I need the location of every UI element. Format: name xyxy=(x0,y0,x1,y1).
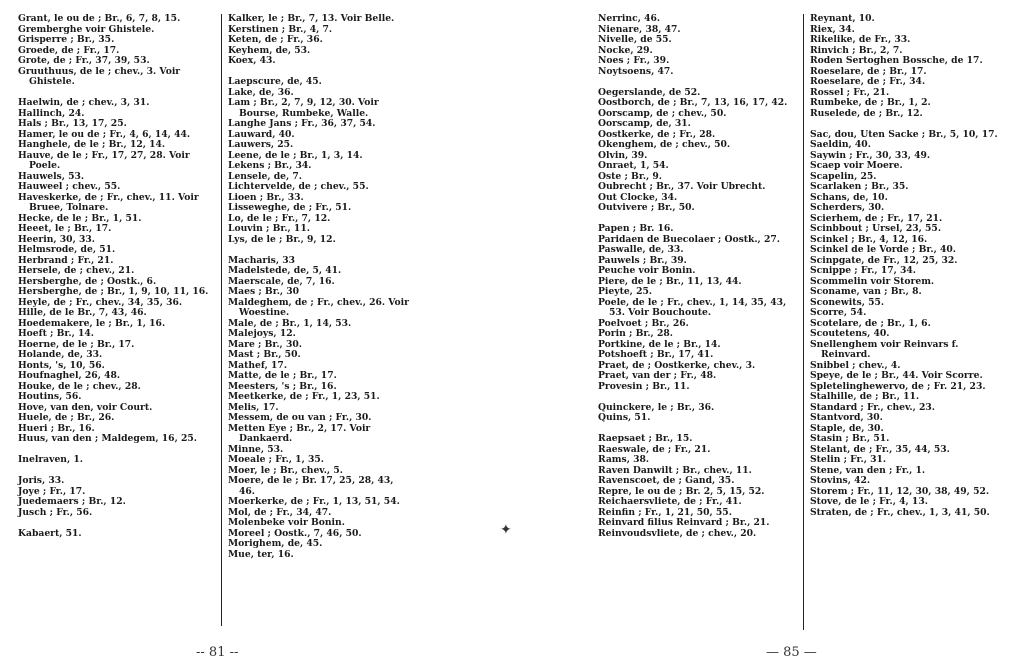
index-entry: Holande, de, 33. xyxy=(18,349,103,360)
index-entry: Rumbeke, de ; Br., 1, 2. xyxy=(810,97,931,108)
index-entry: Spletelinghewervo, de ; Fr. 21, 23. xyxy=(810,380,986,392)
index-entry: Lisseweghe, de ; Fr., 51. xyxy=(228,202,352,213)
index-entry: Sconame, van ; Br., 8. xyxy=(810,286,922,297)
index-entry: Scarlaken ; Br., 35. xyxy=(810,181,909,192)
index-entry: Lake, de, 36. xyxy=(228,86,294,98)
index-entry: Stalhille, de ; Br., 11. xyxy=(810,391,920,402)
index-entry: Jusch ; Fr., 56. xyxy=(18,506,93,518)
index-entry: Staple, de, 30. xyxy=(810,422,884,434)
index-entry: Lam ; Br., 2, 7, 9, 12, 30. Voir Bourse, Rumbeke, Walle. xyxy=(228,97,382,119)
index-entry: Molenbeke voir Bonin. xyxy=(228,517,345,528)
index-entry: Langhe Jans ; Fr., 36, 37, 54. xyxy=(228,118,376,129)
index-entry: Houfnaghel, 26, 48. xyxy=(18,370,121,381)
index-entry: Quins, 51. xyxy=(598,412,651,423)
index-entry: Scoutetens, 40. xyxy=(810,328,890,339)
index-entry: Grant, le ou de ; Br., 6, 7, 8, 15. xyxy=(18,13,181,24)
index-entry: Piere, de le ; Br., 11, 13, 44. xyxy=(598,275,742,287)
index-entry: Oste ; Br., 9. xyxy=(598,170,663,182)
index-entry: Roeselare, de ; Fr., 34. xyxy=(810,76,926,87)
index-entry: Meetkerke, de ; Fr., 1, 23, 51. xyxy=(228,391,380,402)
index-entry: Porin ; Br., 28. xyxy=(598,328,673,339)
index-entry: Raven Danwilt ; Br., chev., 11. xyxy=(598,464,752,476)
index-entry: Sac, dou, Uten Sacke ; Br., 5, 10, 17. xyxy=(810,128,998,140)
index-entry: Poelvoet ; Br., 26. xyxy=(598,317,689,329)
index-entry: Hauwels, 53. xyxy=(18,170,85,182)
index-entry: Reinvard filius Reinvard ; Br., 21. xyxy=(598,517,770,528)
index-entry: Louvin ; Br., 11. xyxy=(228,223,310,234)
index-entry: Paridaen de Buecolaer ; Oostk., 27. xyxy=(598,233,780,245)
index-entry: Lioen ; Br., 33. xyxy=(228,191,304,203)
index-entry: Scinkel ; Br., 4, 12, 16. xyxy=(810,233,928,245)
index-entry: Hille, de le Br., 7, 43, 46. xyxy=(18,307,147,318)
index-entry: Herbrand ; Fr., 21. xyxy=(18,254,114,266)
section-gap xyxy=(810,119,1010,130)
index-entry: Kabaert, 51. xyxy=(18,527,82,539)
index-entry: Pauwels ; Br., 39. xyxy=(598,254,687,266)
index-entry: Male, de ; Br., 1, 14, 53. xyxy=(228,317,352,329)
index-entry: Helmsrode, de, 51. xyxy=(18,244,116,255)
index-entry: Noes ; Fr., 39. xyxy=(598,55,670,66)
index-entry: Rams, 38. xyxy=(598,454,650,465)
index-entry: Matte, de le ; Br., 17. xyxy=(228,370,337,381)
section-gap xyxy=(598,392,793,403)
index-entry: Heyle, de ; Fr., chev., 34, 35, 36. xyxy=(18,296,183,308)
index-entry: Hoedemakere, le ; Br., 1, 16. xyxy=(18,317,166,329)
index-entry: Oostborch, de ; Br., 7, 13, 16, 17, 42. xyxy=(598,97,788,108)
index-entry: Moere, de le ; Br. 17, 25, 28, 43, 46. xyxy=(228,475,397,497)
index-entry: Hoerne, de le ; Br., 17. xyxy=(18,338,135,350)
index-entry: Lensele, de, 7. xyxy=(228,170,302,182)
index-entry: Maldeghem, de ; Fr., chev., 26. Voir Woestine. xyxy=(228,296,413,318)
index-entry: Metten Eye ; Br., 2, 17. Voir Dankaerd. xyxy=(228,422,374,444)
index-entry: Morighem, de, 45. xyxy=(228,538,323,549)
index-entry: Oorscamp, de ; chev., 50. xyxy=(598,107,727,119)
index-entry: Lekens ; Br., 34. xyxy=(228,160,312,171)
index-entry: Grisperre ; Br., 35. xyxy=(18,34,115,45)
right-page xyxy=(514,0,1024,664)
index-entry: Hove, van den, voir Court. xyxy=(18,401,153,413)
index-entry: Groede, de ; Fr., 17. xyxy=(18,44,120,56)
index-entry: Hamer, le ou de ; Fr., 4, 6, 14, 44. xyxy=(18,128,191,140)
index-entry: Paswalle, de, 33. xyxy=(598,244,684,255)
index-entry: Potshoeft ; Br., 17, 41. xyxy=(598,349,714,360)
index-entry: Mol, de ; Fr., 34, 47. xyxy=(228,506,332,518)
index-entry: Lichtervelde, de ; chev., 55. xyxy=(228,181,369,192)
index-entry: Kalker, le ; Br., 7, 13. Voir Belle. xyxy=(228,13,395,24)
index-column xyxy=(810,14,1010,642)
index-entry: Mue, ter, 16. xyxy=(228,548,294,560)
index-entry: Heeet, le ; Br., 17. xyxy=(18,223,112,234)
index-entry: Lo, de le ; Fr., 7, 12. xyxy=(228,212,331,224)
index-entry: Moerkerke, de ; Fr., 1, 13, 51, 54. xyxy=(228,496,400,507)
index-entry: Riex, 34. xyxy=(810,23,855,35)
index-entry: Huele, de ; Br., 26. xyxy=(18,412,115,423)
index-entry: Scommelin voir Storem. xyxy=(810,275,935,287)
index-entry: Nerrinc, 46. xyxy=(598,13,661,24)
index-entry: Joris, 33. xyxy=(18,475,65,486)
index-column xyxy=(598,14,793,642)
index-entry: Hauve, de le ; Fr., 17, 27, 28. Voir Poele. xyxy=(18,149,193,171)
index-entry: Hoeft ; Br., 14. xyxy=(18,328,94,339)
index-entry: Joye ; Fr., 17. xyxy=(18,485,86,497)
index-entry: Nocke, 29. xyxy=(598,44,653,56)
index-entry: Raeswale, de ; Fr., 21. xyxy=(598,443,711,455)
index-entry: Scinkel de le Vorde ; Br., 40. xyxy=(810,244,956,255)
index-entry: Hersberghe, de ; Br., 1, 9, 10, 11, 16. xyxy=(18,286,209,297)
index-entry: Onraet, 1, 54. xyxy=(598,160,669,171)
section-gap xyxy=(228,245,410,256)
index-entry: Lauwers, 25. xyxy=(228,139,294,150)
page-number: -- 81 -- xyxy=(196,645,239,660)
index-entry: Stene, van den ; Fr., 1. xyxy=(810,464,926,476)
index-entry: Hauweel ; chev., 55. xyxy=(18,181,121,192)
column-divider xyxy=(803,14,804,630)
index-entry: Mathef, 17. xyxy=(228,359,288,371)
index-entry: Schans, de, 10. xyxy=(810,191,888,203)
index-entry: Koex, 43. xyxy=(228,55,276,66)
section-gap xyxy=(18,518,216,529)
index-entry: Oorscamp, de, 31. xyxy=(598,118,691,129)
index-entry: Saeldin, 40. xyxy=(810,139,871,150)
index-entry: Juedemaers ; Br., 12. xyxy=(18,496,126,507)
index-entry: Reichaersvliete, de ; Fr., 41. xyxy=(598,496,742,507)
index-entry: Oegerslande, de 52. xyxy=(598,86,701,98)
index-entry: Moeale ; Fr., 1, 35. xyxy=(228,454,324,465)
index-entry: Kerstinen ; Br., 4, 7. xyxy=(228,23,333,35)
column-divider xyxy=(221,14,222,626)
index-entry: Laepscure, de, 45. xyxy=(228,76,322,87)
index-entry: Standard ; Fr., chev., 23. xyxy=(810,401,936,413)
index-entry: Rikelike, de Fr., 33. xyxy=(810,34,911,45)
index-entry: Stantvord, 30. xyxy=(810,412,883,423)
index-entry: Provesin ; Br., 11. xyxy=(598,380,690,392)
index-entry: Mare ; Br., 30. xyxy=(228,338,302,350)
index-entry: Lys, de le ; Br., 9, 12. xyxy=(228,233,336,245)
index-entry: Roeselare, de ; Br., 17. xyxy=(810,65,927,77)
index-entry: Scinpgate, de Fr., 12, 25, 32. xyxy=(810,254,958,266)
index-entry: Gruuthuus, de le ; chev., 3. Voir Ghistele. xyxy=(18,65,184,87)
index-entry: Scherders, 30. xyxy=(810,202,885,213)
index-entry: Stelant, de ; Fr., 35, 44, 53. xyxy=(810,443,950,455)
index-entry: Hanghele, de le ; Br., 12, 14. xyxy=(18,139,166,150)
index-entry: Haveskerke, de ; Fr., chev., 11. Voir Bruee, Tolnare. xyxy=(18,191,202,213)
index-entry: Huus, van den ; Maldegem, 16, 25. xyxy=(18,433,197,444)
left-page xyxy=(0,0,510,664)
index-entry: Hersberghe, de ; Oostk., 6. xyxy=(18,275,157,287)
index-entry: Snibbel ; chev., 4. xyxy=(810,359,901,371)
index-entry: Pieyte, 25. xyxy=(598,286,653,297)
index-entry: Malejoys, 12. xyxy=(228,328,296,339)
index-entry: Peuche voir Bonin. xyxy=(598,265,696,276)
index-entry: Saywin ; Fr., 30, 33, 49. xyxy=(810,149,931,161)
index-entry: Scotelare, de ; Br., 1, 6. xyxy=(810,317,931,329)
index-entry: Maerscale, de, 7, 16. xyxy=(228,275,335,287)
index-entry: Poele, de le ; Fr., chev., 1, 14, 35, 43, 53. Voir Bouchoute. xyxy=(598,296,790,318)
index-entry: Repre, le ou de ; Br. 2, 5, 15, 52. xyxy=(598,485,765,497)
index-entry: Sconewits, 55. xyxy=(810,296,885,308)
index-entry: Reynant, 10. xyxy=(810,13,875,24)
index-entry: Hals ; Br., 13, 17, 25. xyxy=(18,118,127,129)
index-entry: Storem ; Fr., 11, 12, 30, 38, 49, 52. xyxy=(810,485,990,497)
index-entry: Meesters, 's ; Br., 16. xyxy=(228,380,337,392)
index-entry: Haelwin, de ; chev., 3, 31. xyxy=(18,97,150,108)
index-entry: Hueri ; Br., 16. xyxy=(18,422,95,434)
index-entry: Out Clocke, 34. xyxy=(598,191,678,203)
index-entry: Scnippe ; Fr., 17, 34. xyxy=(810,265,917,276)
index-entry: Keyhem, de, 53. xyxy=(228,44,311,56)
index-entry: Houke, de le ; chev., 28. xyxy=(18,380,141,392)
index-entry: Okenghem, de ; chev., 50. xyxy=(598,139,731,150)
index-entry: Leene, de le ; Br., 1, 3, 14. xyxy=(228,149,363,161)
index-entry: Papen ; Br. 16. xyxy=(598,223,674,234)
index-entry: Straten, de ; Fr., chev., 1, 3, 41, 50. xyxy=(810,506,990,518)
index-entry: Moer, le ; Br., chev., 5. xyxy=(228,464,343,476)
index-entry: Scorre, 54. xyxy=(810,307,867,318)
index-entry: Lauward, 40. xyxy=(228,128,295,140)
index-entry: Praet, de ; Oostkerke, chev., 3. xyxy=(598,359,756,371)
index-entry: Melis, 17. xyxy=(228,401,279,413)
index-entry: Roden Sertoghen Bossche, de 17. xyxy=(810,55,983,66)
index-entry: Speye, de le ; Br., 44. Voir Scorre. xyxy=(810,370,983,381)
index-column xyxy=(228,13,413,642)
index-entry: Outvivere ; Br., 50. xyxy=(598,202,695,213)
index-entry: Stove, de le ; Fr., 4, 13. xyxy=(810,496,928,507)
index-entry: Praet, van der ; Fr., 48. xyxy=(598,370,717,381)
index-entry: Reinvoudsvliete, de ; chev., 20. xyxy=(598,527,757,539)
index-entry: Quinckere, le ; Br., 36. xyxy=(598,401,715,413)
index-entry: Hersele, de ; chev., 21. xyxy=(18,265,135,276)
index-entry: Stovins, 42. xyxy=(810,475,871,486)
index-entry: Messem, de ou van ; Fr., 30. xyxy=(228,412,372,423)
index-entry: Scinbbout ; Ursel, 23, 55. xyxy=(810,223,942,234)
index-entry: Macharis, 33 xyxy=(228,254,296,266)
index-entry: Oostkerke, de ; Fr., 28. xyxy=(598,128,716,140)
index-entry: Inelraven, 1. xyxy=(18,454,83,465)
index-entry: Moreel ; Oostk., 7, 46, 50. xyxy=(228,527,362,539)
index-entry: Raepsaet ; Br., 15. xyxy=(598,433,693,444)
index-entry: Scierhem, de ; Fr., 17, 21. xyxy=(810,212,943,224)
index-entry: Gremberghe voir Ghistele. xyxy=(18,23,155,35)
index-column xyxy=(18,14,216,642)
index-entry: Reinfin ; Fr., 1, 21, 50, 55. xyxy=(598,506,732,518)
index-entry: Hallinch, 24. xyxy=(18,107,85,119)
index-entry: Scapelin, 25. xyxy=(810,170,877,182)
index-entry: Minne, 53. xyxy=(228,443,284,455)
binding-mark: ✦ xyxy=(500,522,512,538)
index-entry: Oubrecht ; Br., 37. Voir Ubrecht. xyxy=(598,181,766,192)
index-entry: Scaep voir Moere. xyxy=(810,160,903,171)
index-entry: Olvin, 39. xyxy=(598,149,648,161)
index-entry: Stasin ; Br., 51. xyxy=(810,433,890,444)
index-entry: Rinvich ; Br., 2, 7. xyxy=(810,44,903,56)
index-entry: Noytsoens, 47. xyxy=(598,65,674,77)
index-entry: Hecke, de le ; Br., 1, 51. xyxy=(18,212,142,224)
index-entry: Heerin, 30, 33. xyxy=(18,233,95,245)
index-entry: Ruselede, de ; Br., 12. xyxy=(810,107,923,119)
index-entry: Stelin ; Fr., 31. xyxy=(810,454,887,465)
index-entry: Nivelle, de 55. xyxy=(598,34,672,45)
index-entry: Portkine, de le ; Br., 14. xyxy=(598,338,721,350)
index-entry: Nienare, 38, 47. xyxy=(598,23,681,35)
index-entry: Keten, de ; Fr., 36. xyxy=(228,34,323,45)
index-entry: Rossel ; Fr., 21. xyxy=(810,86,890,98)
index-entry: Maes ; Br., 30 xyxy=(228,286,300,297)
index-entry: Houtins, 56. xyxy=(18,391,82,402)
page-number: — 85 — xyxy=(766,645,817,660)
index-entry: Honts, 's, 10, 56. xyxy=(18,359,105,371)
index-entry: Ravenscoet, de ; Gand, 35. xyxy=(598,475,735,486)
index-entry: Mast ; Br., 50. xyxy=(228,349,301,360)
index-entry: Grote, de ; Fr., 37, 39, 53. xyxy=(18,55,150,66)
index-entry: Snellenghem voir Reinvars f. Reinvard. xyxy=(810,338,962,360)
section-gap xyxy=(598,77,793,88)
index-entry: Madelstede, de, 5, 41. xyxy=(228,265,342,276)
